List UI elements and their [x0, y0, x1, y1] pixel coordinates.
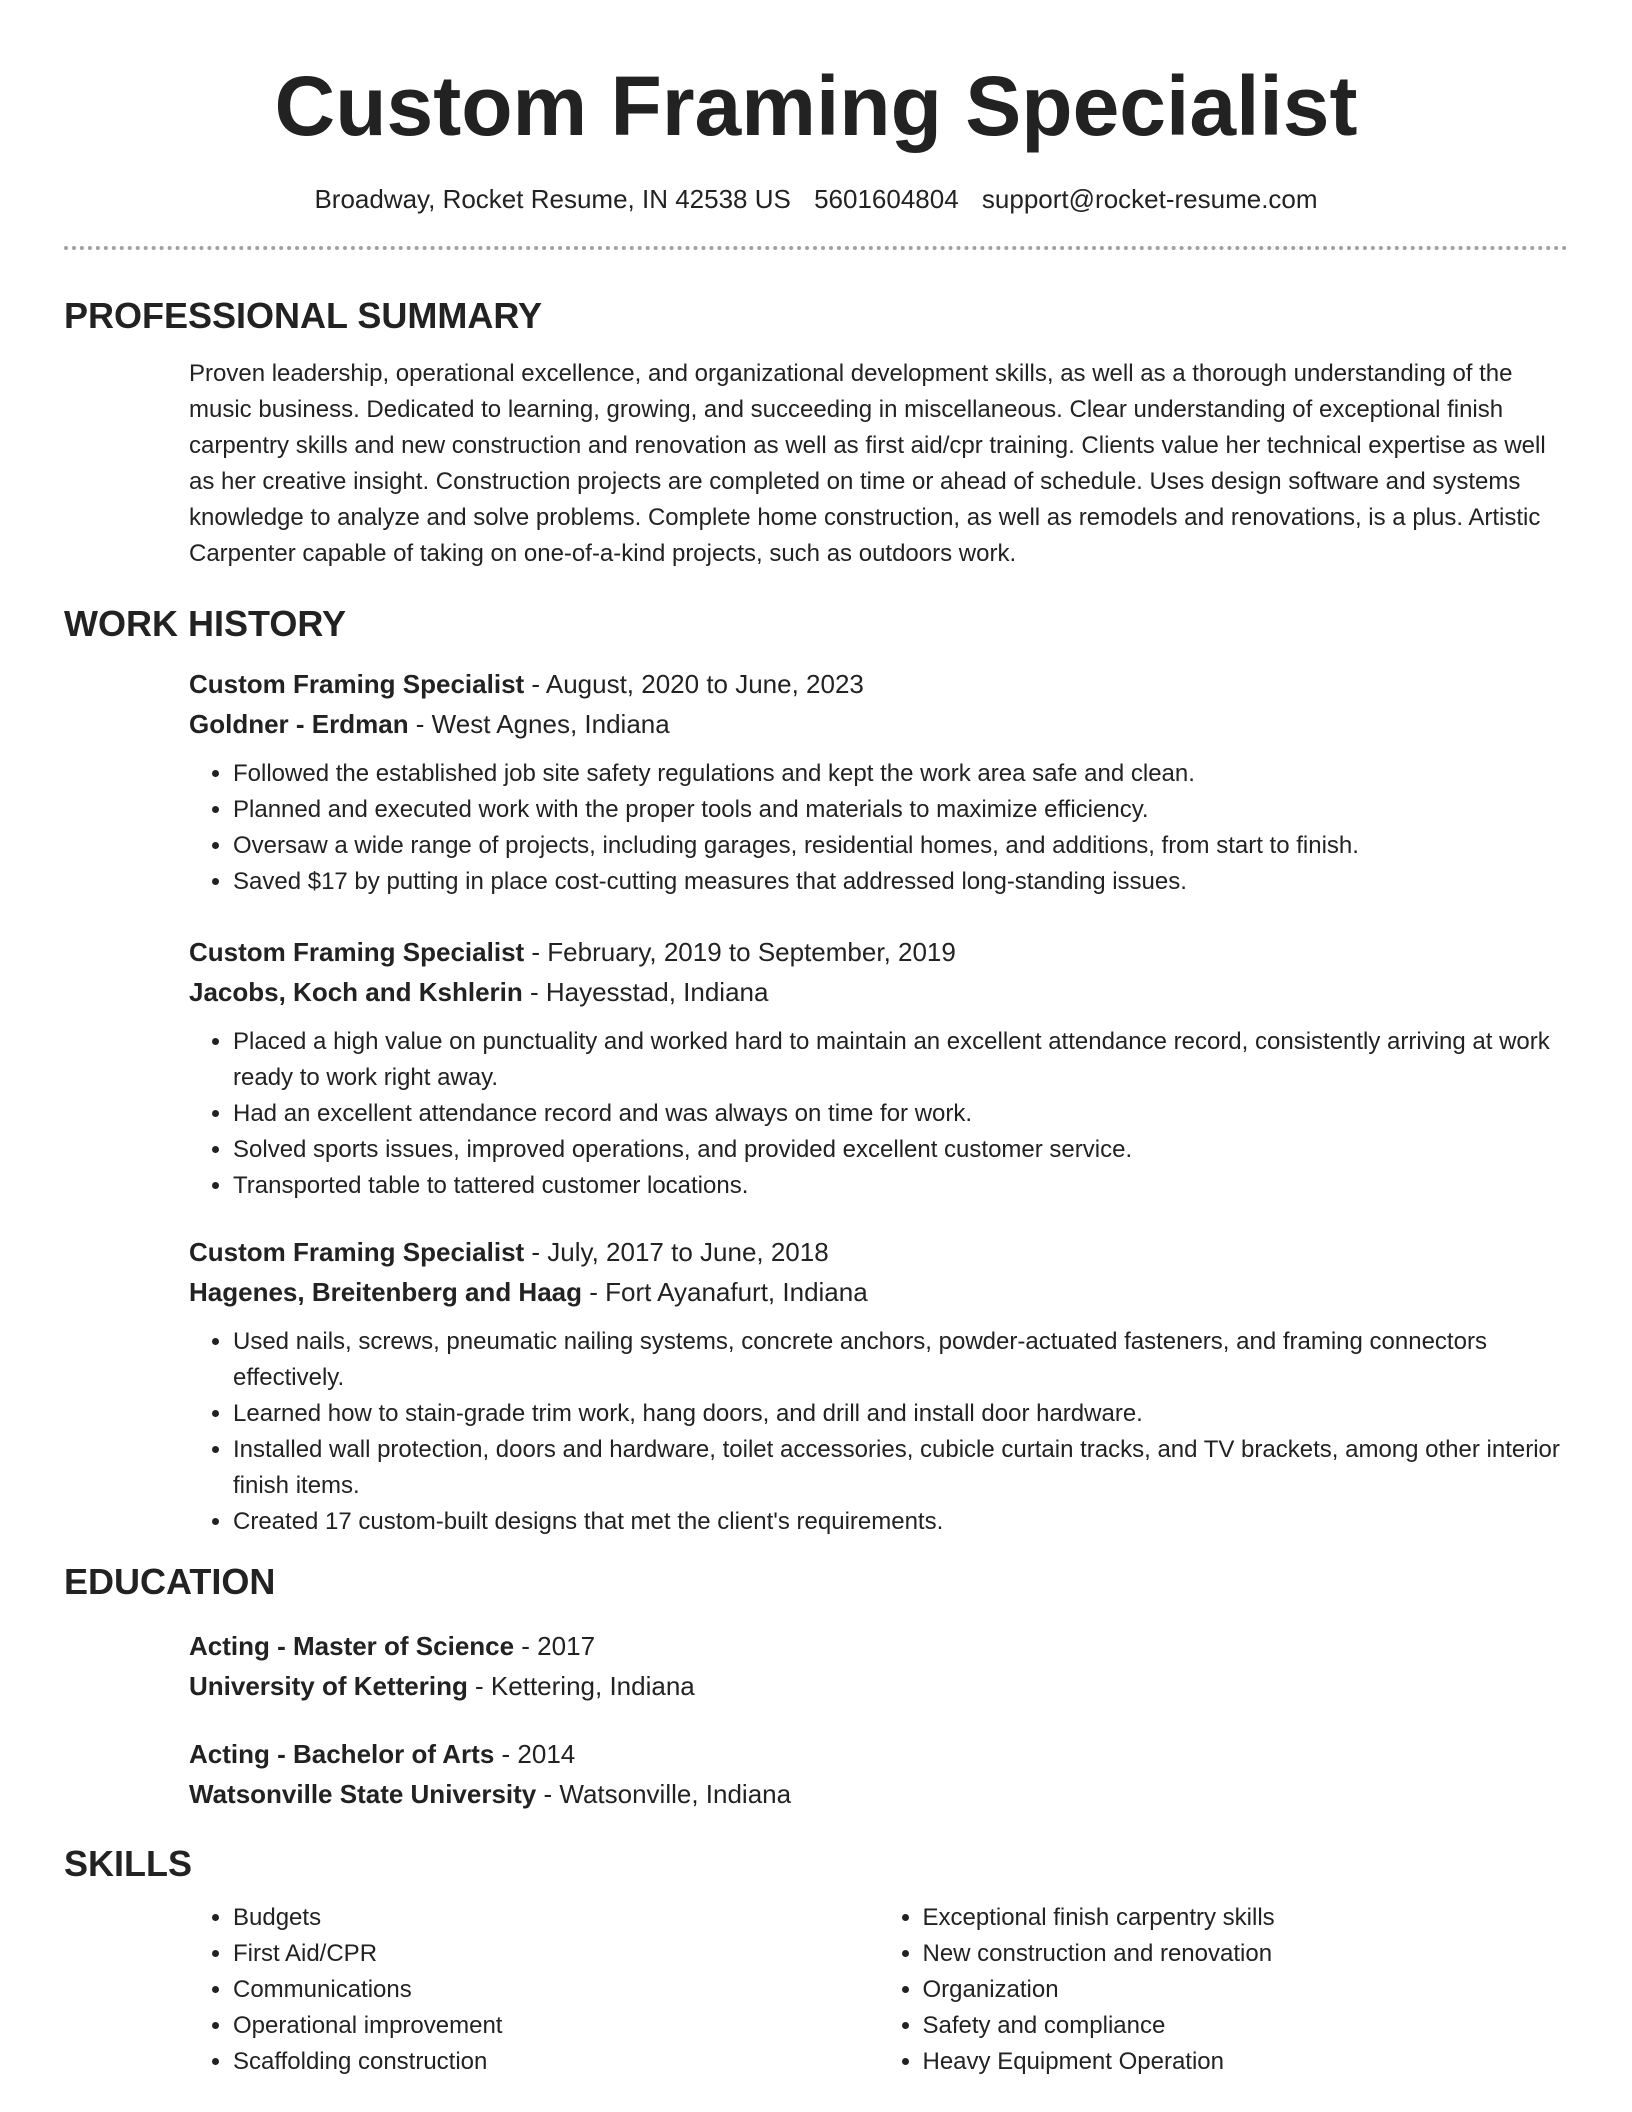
list-item: • Transported table to tattered customer locations.	[233, 1168, 1568, 1204]
contact-line	[0, 182, 1632, 216]
contact-phone: 5601604804	[814, 184, 959, 214]
list-item: • Installed wall protection, doors and hardware, toilet accessories, cubicle curtain tracks, and TV brackets, among other interior finish items.	[233, 1432, 1568, 1504]
work-title: WORK HISTORY	[64, 603, 347, 644]
summary-title: PROFESSIONAL SUMMARY	[64, 295, 543, 336]
list-item: • Placed a high value on punctuality and worked hard to maintain an excellent attendance record, consistently arriving at work ready to work right away.	[233, 1024, 1568, 1096]
list-item: • Planned and executed work with the proper tools and materials to maximize efficiency.	[233, 792, 1568, 828]
job-dates: - July, 2017 to June, 2018	[524, 1237, 829, 1267]
list-item: • Organization	[923, 1972, 1569, 2008]
list-item: • First Aid/CPR	[233, 1936, 879, 1972]
skills-left-column	[189, 1900, 879, 2080]
skills-title: SKILLS	[64, 1843, 193, 1884]
candidate-name: Custom Framing Specialist	[274, 59, 1358, 153]
skills-right-column	[879, 1900, 1569, 2080]
list-item: • Budgets	[233, 1900, 879, 1936]
degree: Acting - Master of Science	[189, 1631, 515, 1661]
job-title-line	[189, 664, 1568, 704]
list-item: • Scaffolding construction	[233, 2044, 879, 2080]
work-body	[189, 664, 1568, 1540]
degree-year: - 2017	[514, 1631, 596, 1661]
list-item: • Created 17 custom-built designs that met the client's requirements.	[233, 1504, 1568, 1540]
job-role: Custom Framing Specialist	[189, 1237, 525, 1267]
list-item: • Used nails, screws, pneumatic nailing systems, concrete anchors, powder-actuated fasteners, and framing connectors effectively.	[233, 1324, 1568, 1396]
school: Watsonville State University	[189, 1779, 537, 1809]
resume-header	[0, 0, 1632, 216]
list-item: • Followed the established job site safety regulations and kept the work area safe and clean.	[233, 756, 1568, 792]
school-location: - Kettering, Indiana	[467, 1671, 695, 1701]
school-line	[189, 1666, 1568, 1706]
job-company: Hagenes, Breitenberg and Haag	[189, 1277, 582, 1307]
list-item: • Had an excellent attendance record and was always on time for work.	[233, 1096, 1568, 1132]
list-item: • Operational improvement	[233, 2008, 879, 2044]
list-item: • Safety and compliance	[923, 2008, 1569, 2044]
summary-body	[189, 356, 1568, 572]
education-section	[64, 1560, 1568, 1814]
degree-year: - 2014	[494, 1739, 576, 1769]
job-company: Goldner - Erdman	[189, 709, 409, 739]
job-dates: - August, 2020 to June, 2023	[524, 669, 864, 699]
list-item: • Exceptional finish carpentry skills	[923, 1900, 1569, 1936]
job-company: Jacobs, Koch and Kshlerin	[189, 977, 523, 1007]
job-company-line	[189, 704, 1568, 744]
work-section	[64, 602, 1568, 1540]
job-location: - West Agnes, Indiana	[408, 709, 670, 739]
job-title-line	[189, 1232, 1568, 1272]
list-item: • Heavy Equipment Operation	[923, 2044, 1569, 2080]
education-body	[189, 1626, 1568, 1814]
school-line	[189, 1774, 1568, 1814]
education-entry	[189, 1626, 1568, 1706]
contact-address: Broadway, Rocket Resume, IN 42538 US	[314, 184, 791, 214]
job-entry	[189, 664, 1568, 900]
skills-section	[64, 1842, 1568, 2080]
list-item: • Communications	[233, 1972, 879, 2008]
degree-line	[189, 1626, 1568, 1666]
list-item: • Learned how to stain-grade trim work, hang doors, and drill and install door hardware.	[233, 1396, 1568, 1432]
education-entry	[189, 1734, 1568, 1814]
job-company-line	[189, 1272, 1568, 1312]
job-role: Custom Framing Specialist	[189, 669, 525, 699]
skills-columns	[189, 1900, 1568, 2080]
job-entry	[189, 932, 1568, 1204]
degree-line	[189, 1734, 1568, 1774]
job-entry	[189, 1232, 1568, 1540]
summary-text: Proven leadership, operational excellence, and organizational development skills, as well as a thorough understanding of the music business. Dedicated to learning, growing, and succeeding in miscellaneous. Clear understanding of exceptional finish carpentry skills and new construction and renovation as well as first aid/cpr training. Clients value her technical expertise as well as her creative insight. Construction projects are completed on time or ahead of schedule. Uses design software and systems knowledge to analyze and solve problems. Complete home construction, as well as remodels and renovations, is a plus. Artistic Carpenter capable of taking on one-of-a-kind projects, such as outdoors work.	[189, 360, 1546, 567]
job-company-line	[189, 972, 1568, 1012]
job-dates: - February, 2019 to September, 2019	[524, 937, 956, 967]
job-bullets	[189, 1324, 1568, 1540]
job-bullets	[189, 1024, 1568, 1204]
school: University of Kettering	[189, 1671, 468, 1701]
summary-section	[64, 294, 1568, 572]
list-item: • Saved $17 by putting in place cost-cutting measures that addressed long-standing issues.	[233, 864, 1568, 900]
job-location: - Hayesstad, Indiana	[522, 977, 769, 1007]
job-title-line	[189, 932, 1568, 972]
job-bullets	[189, 756, 1568, 900]
header-divider	[64, 246, 1568, 250]
education-title: EDUCATION	[64, 1561, 276, 1602]
list-item: • Solved sports issues, improved operations, and provided excellent customer service.	[233, 1132, 1568, 1168]
job-location: - Fort Ayanafurt, Indiana	[582, 1277, 868, 1307]
list-item: • Oversaw a wide range of projects, including garages, residential homes, and additions, from start to finish.	[233, 828, 1568, 864]
contact-email: support@rocket-resume.com	[981, 184, 1318, 214]
school-location: - Watsonville, Indiana	[536, 1779, 792, 1809]
job-role: Custom Framing Specialist	[189, 937, 525, 967]
degree: Acting - Bachelor of Arts	[189, 1739, 495, 1769]
list-item: • New construction and renovation	[923, 1936, 1569, 1972]
